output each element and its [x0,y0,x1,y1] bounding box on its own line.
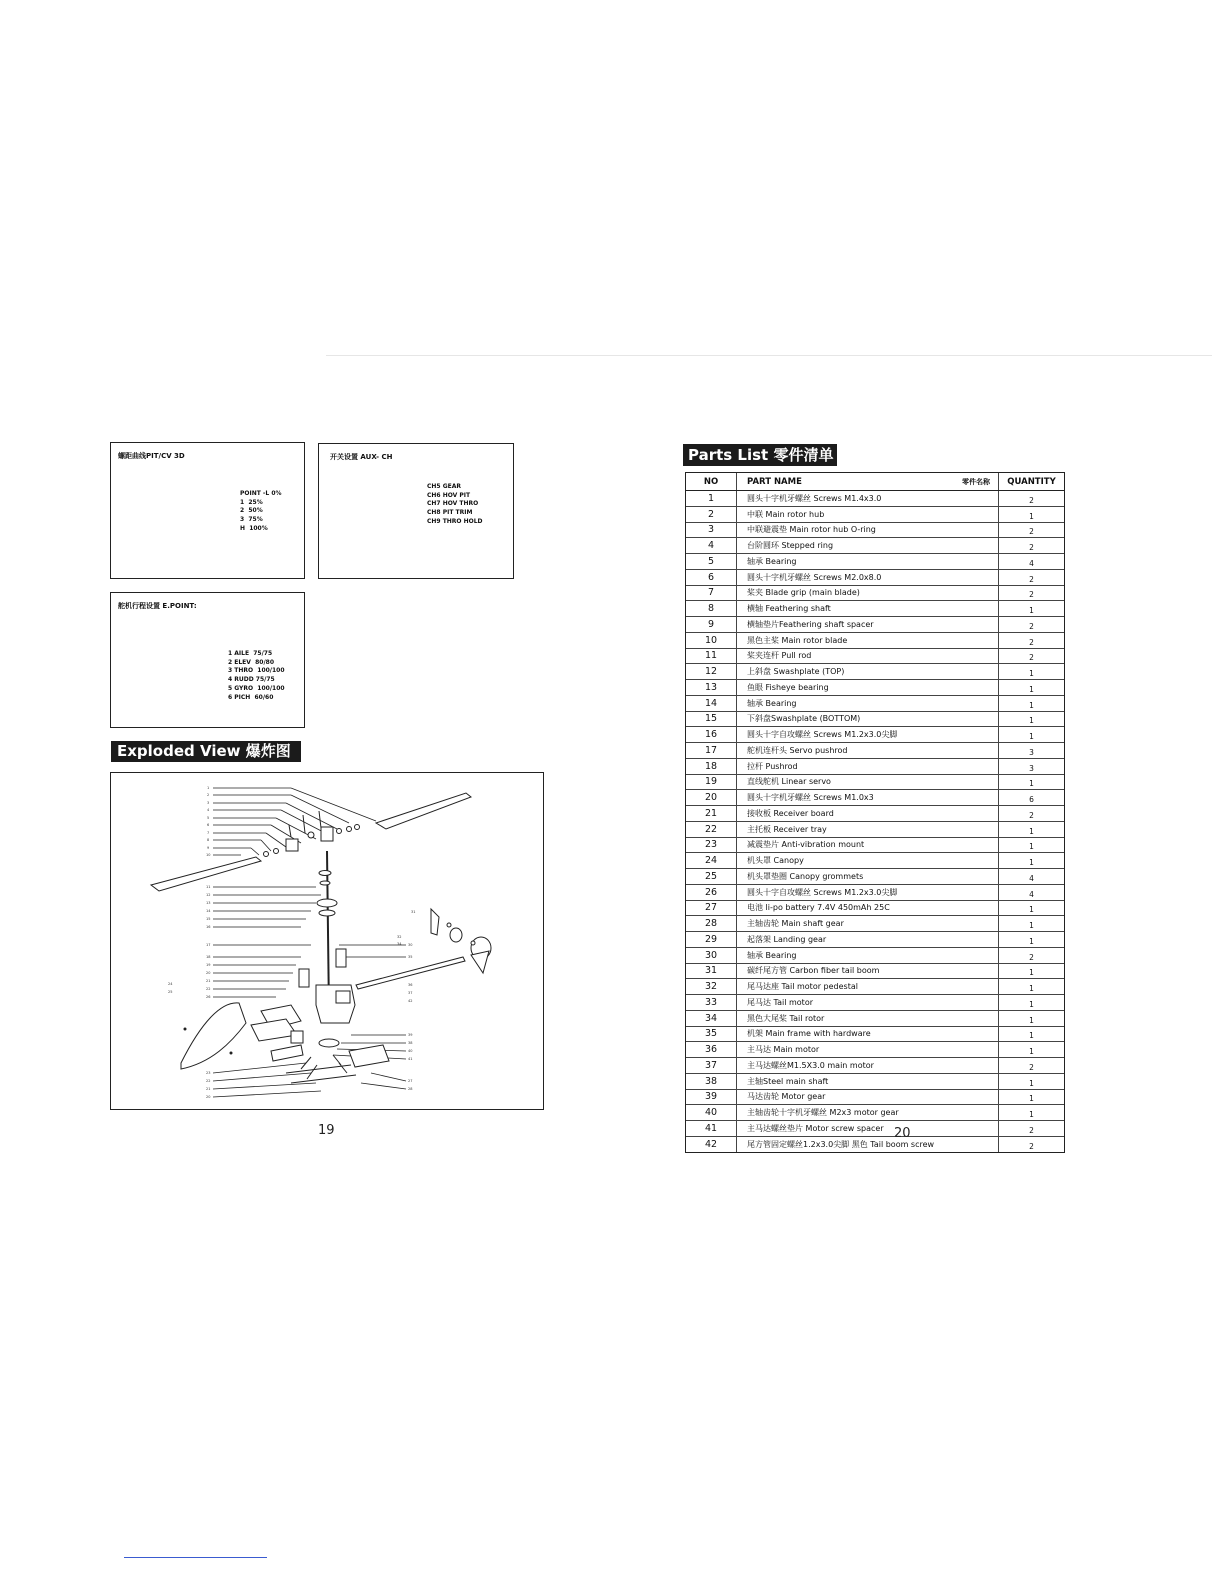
part-name: 横轴垫片Feathering shaft spacer [736,617,999,632]
part-quantity: 2 [1029,543,1034,553]
part-name: 直线舵机 Linear servo [736,775,999,790]
table-row [686,979,1064,995]
end-point-box [110,592,305,728]
part-name: 鱼眼 Fisheye bearing [736,680,999,695]
part-number: 32 [704,981,718,993]
aux-channel-line: CH9 THRO HOLD [427,517,483,525]
svg-text:20: 20 [206,971,211,975]
svg-text:11: 11 [206,885,211,889]
part-name: 主马达螺丝垫片 Motor screw spacer [736,1121,999,1136]
svg-text:13: 13 [206,901,211,905]
svg-text:14: 14 [206,909,211,913]
part-number: 13 [704,681,718,693]
bottom-link-underline [124,1557,267,1558]
table-row [686,1042,1064,1058]
part-number: 40 [704,1107,718,1119]
parts-table [685,472,1065,1153]
aux-channel-title: 开关设置 AUX- CH [330,453,393,461]
part-quantity: 2 [1029,637,1034,647]
table-row [686,664,1064,680]
part-name: 圆头十字自攻螺丝 Screws M1.2x3.0尖脚 [736,885,999,900]
part-number: 25 [704,870,718,882]
table-row [686,1090,1064,1106]
svg-text:20: 20 [206,1095,211,1099]
table-row [686,775,1064,791]
part-name: 中联避震垫 Main rotor hub O-ring [736,523,999,538]
part-name: 机头罩垫圈 Canopy grommets [736,869,999,884]
part-number: 29 [704,933,718,945]
part-number: 33 [704,996,718,1008]
part-quantity: 1 [1029,700,1034,710]
header-no: NO [703,476,719,487]
svg-text:1: 1 [207,786,210,790]
svg-text:6: 6 [207,823,210,827]
part-name: 桨夹连杆 Pull rod [736,649,999,664]
end-point-line: 4 RUDD 75/75 [228,676,275,684]
aux-channel-line: CH5 GEAR [427,483,461,490]
svg-text:42: 42 [408,999,413,1003]
part-name: 主马达 Main motor [736,1042,999,1057]
part-number: 24 [704,855,718,867]
part-quantity: 1 [1029,1110,1034,1120]
svg-text:23: 23 [206,1071,211,1075]
svg-text:10: 10 [206,853,211,857]
part-quantity: 2 [1029,952,1034,962]
part-number: 5 [707,555,715,567]
part-quantity: 1 [1029,921,1034,931]
table-row [686,554,1064,570]
svg-text:19: 19 [206,963,211,967]
svg-text:22: 22 [206,987,211,991]
table-row [686,649,1064,665]
part-name: 轴承 Bearing [736,948,999,963]
svg-text:15: 15 [206,917,211,921]
parts-table-header [686,473,1064,491]
part-number: 22 [704,823,718,835]
table-row [686,806,1064,822]
part-name: 台阶圆环 Stepped ring [736,538,999,553]
page-number-left: 19 [318,1123,335,1138]
svg-text:25: 25 [168,990,173,994]
table-row [686,507,1064,523]
part-name: 黑色主桨 Main rotor blade [736,633,999,648]
part-quantity: 2 [1029,1125,1034,1135]
table-row [686,838,1064,854]
header-part-name [736,473,999,490]
part-number: 4 [707,540,715,552]
part-number: 35 [704,1028,718,1040]
table-row [686,680,1064,696]
part-name: 接收板 Receiver board [736,806,999,821]
part-name: 尾马达 Tail motor [736,995,999,1010]
svg-text:21: 21 [206,1087,211,1091]
part-number: 6 [707,571,715,583]
end-point-line: 5 GYRO 100/100 [228,684,285,692]
svg-text:35: 35 [408,955,413,959]
part-name: 马达齿轮 Motor gear [736,1090,999,1105]
svg-text:8: 8 [207,838,210,842]
part-name: 圆头十字自攻螺丝 Screws M1.2x3.0尖脚 [736,727,999,742]
aux-channel-line: CH8 PIT TRIM [427,509,473,517]
end-point-line: 1 AILE 75/75 [228,650,273,657]
table-row [686,1137,1064,1152]
part-quantity: 1 [1029,732,1034,742]
part-name: 主轴齿轮十字机牙螺丝 M2x3 motor gear [736,1105,999,1120]
exploded-view-diagram [110,772,544,1110]
part-name: 主轴Steel main shaft [736,1074,999,1089]
part-name: 轴承 Bearing [736,696,999,711]
part-name: 桨夹 Blade grip (main blade) [736,586,999,601]
table-row [686,1105,1064,1121]
part-quantity: 1 [1029,1047,1034,1057]
table-row [686,570,1064,586]
svg-text:27: 27 [408,1079,413,1083]
part-quantity: 1 [1029,826,1034,836]
part-number: 23 [704,839,718,851]
header-quantity: QUANTITY [1007,476,1056,487]
part-name: 横轴 Feathering shaft [736,601,999,616]
svg-text:18: 18 [206,955,211,959]
table-row [686,853,1064,869]
part-quantity: 2 [1029,495,1034,505]
header-part-name-cn: 零件名称 [962,477,990,486]
pitch-curve-line: H 100% [240,524,268,532]
table-row [686,586,1064,602]
part-number: 34 [704,1012,718,1024]
part-quantity: 1 [1029,905,1034,915]
svg-text:36: 36 [408,983,413,987]
table-row [686,617,1064,633]
table-row [686,1027,1064,1043]
table-row [686,995,1064,1011]
table-row [686,523,1064,539]
part-name: 圆头十字机牙螺丝 Screws M1.0x3 [736,790,999,805]
part-name: 舵机连杆头 Servo pushrod [736,743,999,758]
aux-channel-box [318,443,514,579]
page-number-right: 20 [894,1126,911,1141]
svg-text:32: 32 [397,935,402,939]
svg-text:41: 41 [408,1057,413,1061]
part-quantity: 2 [1029,1141,1034,1151]
part-number: 19 [704,776,718,788]
part-name: 减震垫片 Anti-vibration mount [736,838,999,853]
part-name: 拉杆 Pushrod [736,759,999,774]
part-number: 11 [704,650,718,662]
part-quantity: 1 [1029,968,1034,978]
svg-text:2: 2 [207,793,210,797]
svg-text:5: 5 [207,816,210,820]
svg-text:21: 21 [206,979,211,983]
part-name: 下斜盘Swashplate (BOTTOM) [736,712,999,727]
svg-text:12: 12 [206,893,211,897]
table-row [686,901,1064,917]
svg-text:9: 9 [207,846,210,850]
table-row [686,601,1064,617]
aux-channel-values [427,483,483,527]
table-row [686,1011,1064,1027]
part-name: 主轴齿轮 Main shaft gear [736,916,999,931]
header-part-name-en: PART NAME [747,476,802,487]
pitch-curve-line: 1 25% [240,498,263,506]
part-quantity: 1 [1029,1078,1034,1088]
part-number: 8 [707,603,715,615]
svg-text:39: 39 [408,1033,413,1037]
part-number: 9 [707,618,715,630]
end-point-values [228,650,285,702]
part-quantity: 1 [1029,511,1034,521]
part-number: 7 [707,587,715,599]
part-quantity: 1 [1029,936,1034,946]
part-name: 主马达螺丝M1.5X3.0 main motor [736,1058,999,1073]
part-quantity: 1 [1029,842,1034,852]
exploded-view-title: Exploded View 爆炸图 [111,741,301,762]
table-row [686,1121,1064,1137]
part-number: 31 [704,965,718,977]
part-name: 黑色大尾桨 Tail rotor [736,1011,999,1026]
part-quantity: 2 [1029,653,1034,663]
part-quantity: 1 [1029,1031,1034,1041]
table-row [686,712,1064,728]
part-quantity: 2 [1029,621,1034,631]
part-number: 18 [704,760,718,772]
svg-text:7: 7 [207,831,210,835]
part-name: 上斜盘 Swashplate (TOP) [736,664,999,679]
part-quantity: 6 [1029,795,1034,805]
svg-text:24: 24 [168,982,173,986]
part-number: 2 [707,508,715,520]
pitch-curve-line: 3 75% [240,516,263,524]
part-number: 17 [704,744,718,756]
part-number: 27 [704,902,718,914]
part-quantity: 4 [1029,558,1034,568]
table-row [686,491,1064,507]
table-row [686,1074,1064,1090]
table-row [686,885,1064,901]
part-quantity: 4 [1029,873,1034,883]
part-quantity: 1 [1029,1015,1034,1025]
part-quantity: 1 [1029,1094,1034,1104]
part-number: 1 [707,492,715,504]
part-quantity: 1 [1029,669,1034,679]
svg-text:38: 38 [408,1041,413,1045]
top-divider-line [326,355,1212,356]
part-quantity: 3 [1029,763,1034,773]
part-number: 16 [704,729,718,741]
svg-text:31: 31 [411,910,416,914]
part-quantity: 1 [1029,984,1034,994]
svg-text:4: 4 [207,808,210,812]
table-row [686,932,1064,948]
part-quantity: 4 [1029,889,1034,899]
end-point-line: 6 PICH 60/60 [228,693,274,701]
svg-text:30: 30 [408,943,413,947]
part-quantity: 2 [1029,810,1034,820]
part-quantity: 1 [1029,716,1034,726]
end-point-title: 舵机行程设置 E.POINT: [118,602,197,610]
pitch-curve-line: POINT -L 0% [240,490,282,497]
table-row [686,964,1064,980]
part-number: 3 [707,524,715,536]
aux-channel-line: CH6 HOV PIT [427,491,471,499]
part-name: 机头罩 Canopy [736,853,999,868]
part-number: 30 [704,949,718,961]
part-number: 21 [704,807,718,819]
end-point-line: 3 THRO 100/100 [228,667,285,675]
part-number: 36 [704,1044,718,1056]
part-name: 机架 Main frame with hardware [736,1027,999,1042]
part-number: 41 [704,1122,718,1134]
part-name: 轴承 Bearing [736,554,999,569]
part-quantity: 3 [1029,747,1034,757]
part-quantity: 2 [1029,1062,1034,1072]
part-name: 主托板 Receiver tray [736,822,999,837]
table-row [686,948,1064,964]
parts-list-title: Parts List 零件清单 [683,444,837,466]
parts-table-body [686,491,1064,1152]
pitch-curve-values [240,490,282,534]
svg-text:3: 3 [207,801,210,805]
table-row [686,759,1064,775]
part-quantity: 1 [1029,606,1034,616]
table-row [686,743,1064,759]
part-name: 中联 Main rotor hub [736,507,999,522]
part-quantity: 1 [1029,999,1034,1009]
part-number: 15 [704,713,718,725]
part-name: 圆头十字机牙螺丝 Screws M2.0x8.0 [736,570,999,585]
svg-text:22: 22 [206,1079,211,1083]
part-number: 10 [704,634,718,646]
table-row [686,1058,1064,1074]
pitch-curve-title: 螺距曲线PIT/CV 3D [118,452,185,460]
pitch-curve-line: 2 50% [240,507,263,515]
svg-text:28: 28 [408,1087,413,1091]
part-name: 碳纤尾方管 Carbon fiber tail boom [736,964,999,979]
aux-channel-line: CH7 HOV THRO [427,500,479,508]
part-quantity: 1 [1029,858,1034,868]
part-number: 12 [704,666,718,678]
part-quantity: 2 [1029,527,1034,537]
table-row [686,790,1064,806]
svg-text:17: 17 [206,943,211,947]
part-number: 28 [704,918,718,930]
part-quantity: 1 [1029,684,1034,694]
part-name: 起落架 Landing gear [736,932,999,947]
helicopter-exploded-drawing [111,773,543,1109]
pitch-curve-box [110,442,305,579]
svg-text:40: 40 [408,1049,413,1053]
part-number: 14 [704,697,718,709]
svg-text:26: 26 [206,995,211,999]
part-quantity: 2 [1029,590,1034,600]
table-row [686,916,1064,932]
part-number: 39 [704,1091,718,1103]
svg-text:16: 16 [206,925,211,929]
part-name: 尾马达座 Tail motor pedestal [736,979,999,994]
table-row [686,727,1064,743]
part-number: 42 [704,1138,718,1150]
part-number: 26 [704,886,718,898]
svg-text:37: 37 [408,991,413,995]
table-row [686,822,1064,838]
table-row [686,538,1064,554]
part-name: 电池 li-po battery 7.4V 450mAh 25C [736,901,999,916]
end-point-line: 2 ELEV 80/80 [228,658,274,666]
part-name: 圆头十字机牙螺丝 Screws M1.4x3.0 [736,491,999,506]
svg-text:34: 34 [397,942,402,946]
part-quantity: 2 [1029,574,1034,584]
part-number: 38 [704,1075,718,1087]
table-row [686,633,1064,649]
part-quantity: 1 [1029,779,1034,789]
part-number: 20 [704,792,718,804]
table-row [686,696,1064,712]
part-number: 37 [704,1059,718,1071]
part-name: 尾方管固定螺丝1.2x3.0尖脚 黑色 Tail boom screw [736,1137,999,1152]
table-row [686,869,1064,885]
